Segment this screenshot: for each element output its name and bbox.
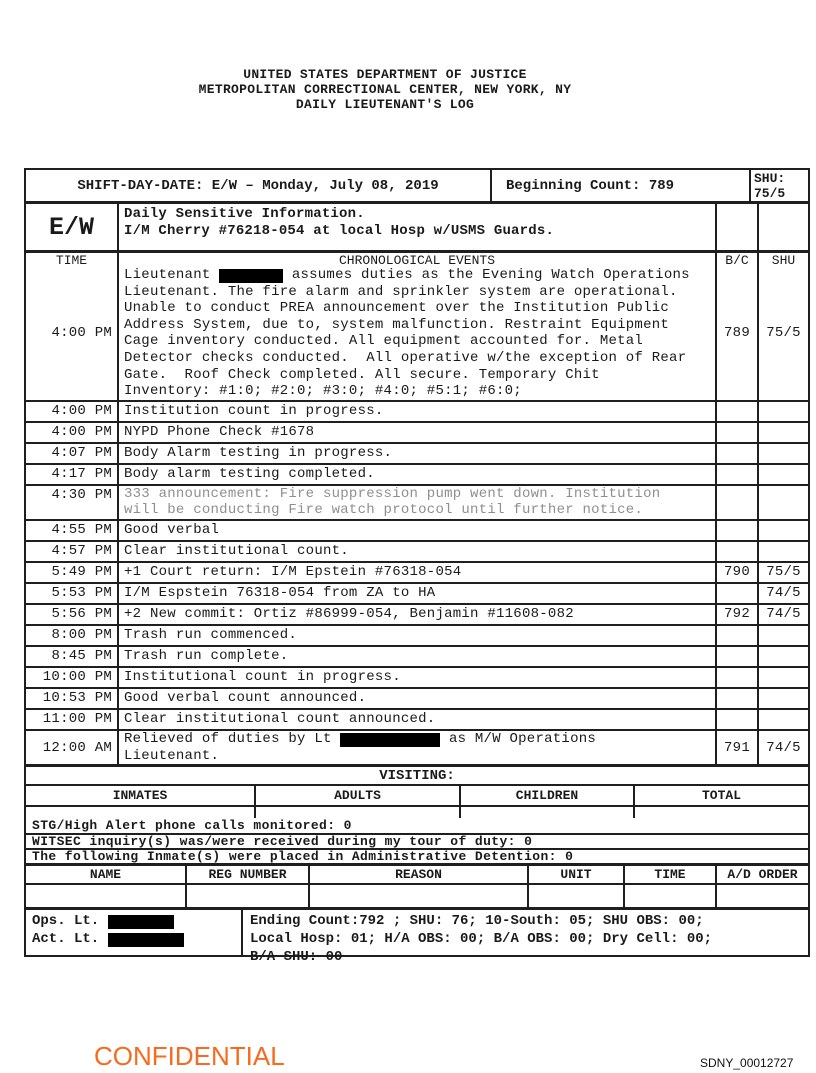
log-event-line: Clear institutional count. (124, 542, 349, 559)
log-bc-cell (715, 465, 757, 484)
log-event-line: Unable to conduct PREA announcement over the Institution Public (124, 300, 670, 317)
log-time-cell: 4:55 PM (51, 522, 112, 539)
log-bc-cell: 790 (715, 563, 757, 582)
log-bc-cell (715, 668, 757, 687)
detention-header-cell: A/D ORDER (715, 866, 808, 883)
log-event-line: Body Alarm testing in progress. (124, 444, 393, 461)
log-time-cell: 10:53 PM (42, 690, 112, 707)
log-events-cell (117, 423, 715, 442)
log-shu-cell: 74/5 (757, 605, 808, 624)
log-event-line: Clear institutional count announced. (124, 710, 436, 727)
alert-row (26, 818, 808, 833)
log-event-line: Institution count in progress. (124, 402, 384, 419)
log-event-line: Inventory: #1:0; #2:0; #3:0; #4:0; #5:1; #6:0; (124, 383, 522, 400)
confidential-stamp: CONFIDENTIAL (94, 1041, 285, 1071)
log-row (26, 729, 808, 764)
log-bc-cell (715, 542, 757, 561)
log-bc-cell: 792 (715, 605, 757, 624)
detention-header-cell: TIME (623, 866, 715, 883)
log-rows-container (26, 267, 808, 764)
sensitive-info-row (26, 201, 808, 250)
log-bc-cell (715, 710, 757, 729)
log-row (26, 561, 808, 582)
log-row (26, 400, 808, 421)
log-event-line: Lieutenant. The fire alarm and sprinkler system are operational. (124, 283, 678, 300)
log-time-cell: 4:00 PM (51, 424, 112, 441)
sensitive-info-line-1: Daily Sensitive Information. (124, 206, 365, 222)
doc-header-line-1: UNITED STATES DEPARTMENT OF JUSTICE (243, 67, 527, 82)
log-bc-cell (715, 423, 757, 442)
bates-number: SDNY_00012727 (700, 1056, 794, 1070)
log-event-line: NYPD Phone Check #1678 (124, 423, 315, 440)
log-event-line: I/M Espstein 76318-054 from ZA to HA (124, 584, 436, 601)
alert-row (26, 848, 808, 863)
log-bc-cell (715, 689, 757, 708)
log-time-cell: 4:00 PM (51, 325, 112, 342)
log-event-line: Address System, due to, system malfunction. Restraint Equipment (124, 316, 670, 333)
signature-row (26, 907, 808, 966)
log-event-line: Good verbal (124, 521, 220, 538)
bc-empty-cell (715, 204, 757, 250)
detention-empty-row (26, 883, 808, 907)
log-events-cell (117, 731, 715, 764)
log-time-cell: 5:53 PM (51, 585, 112, 602)
log-shu-cell: 75/5 (757, 563, 808, 582)
log-shu-cell (757, 423, 808, 442)
log-events-cell (117, 267, 715, 400)
detention-header-cell: REASON (308, 866, 527, 883)
log-row (26, 519, 808, 540)
ending-count-line: B/A SHU: 00 (250, 949, 343, 966)
log-time-cell: 8:00 PM (51, 627, 112, 644)
log-events-cell (117, 444, 715, 463)
log-shu-cell (757, 444, 808, 463)
sensitive-info-cell (117, 204, 715, 250)
log-bc-cell (715, 444, 757, 463)
detention-empty-cell (527, 885, 623, 907)
log-time-cell: 12:00 AM (42, 739, 112, 756)
log-events-cell (117, 542, 715, 561)
visiting-header-cell: TOTAL (633, 786, 808, 805)
log-time-cell: 4:17 PM (51, 466, 112, 483)
main-table (24, 168, 810, 966)
doc-header-line-3: DAILY LIEUTENANT'S LOG (295, 97, 475, 112)
log-shu-cell: 74/5 (757, 731, 808, 764)
signature-counts-cell (241, 910, 808, 966)
log-bc-cell (715, 626, 757, 645)
log-events-cell (117, 689, 715, 708)
log-event-line: Trash run complete. (124, 647, 289, 664)
log-time-cell: 4:07 PM (51, 445, 112, 462)
log-events-cell (117, 563, 715, 582)
log-shu-cell (757, 668, 808, 687)
alert-text: STG/High Alert phone calls monitored: 0 (32, 818, 352, 834)
log-event-line: +2 New commit: Ortiz #86999-054, Benjamin #11608-082 (124, 605, 574, 622)
log-shu-cell (757, 465, 808, 484)
log-events-cell (117, 465, 715, 484)
log-events-cell (117, 584, 715, 603)
redaction-box (108, 915, 174, 929)
visiting-header-cell: CHILDREN (459, 786, 633, 805)
alert-text: WITSEC inquiry(s) was/were received during my tour of duty: 0 (32, 834, 533, 850)
ending-count-line: Local Hosp: 01; H/A OBS: 00; B/A OBS: 00; Dry Cell: 00; (250, 931, 713, 948)
log-events-cell (117, 402, 715, 421)
log-event-line: Lieutenant. (124, 747, 220, 764)
alert-text: The following Inmate(s) were placed in Administrative Detention: 0 (32, 849, 574, 865)
detention-header-cell: UNIT (527, 866, 623, 883)
alert-row (26, 833, 808, 848)
log-time-cell: 5:49 PM (51, 564, 112, 581)
shift-day-date-cell: SHIFT-DAY-DATE: E/W – Monday, July 08, 2019 (77, 177, 439, 194)
log-event-line: will be conducting Fire watch protocol until further notice. (124, 502, 644, 519)
log-row (26, 267, 808, 400)
detention-empty-cell (623, 885, 715, 907)
log-shu-cell: 75/5 (757, 267, 808, 400)
shu-count-cell (749, 170, 808, 201)
detention-empty-cell (185, 885, 308, 907)
log-events-cell (117, 647, 715, 666)
log-row (26, 582, 808, 603)
log-time-cell: 8:45 PM (51, 648, 112, 665)
visiting-empty-cell (254, 807, 459, 818)
signature-name-line: Ops. Lt. (32, 912, 241, 930)
log-event-line: Trash run commenced. (124, 626, 298, 643)
detention-empty-cell (308, 885, 527, 907)
log-row (26, 442, 808, 463)
log-bc-cell (715, 486, 757, 519)
log-event-line: Lieutenant assumes duties as the Evening Watch Operations (124, 267, 690, 283)
log-shu-cell (757, 402, 808, 421)
shu-column-header: SHU (757, 253, 808, 267)
log-event-line: Good verbal count announced. (124, 689, 367, 706)
shu-value: 75/5 (754, 185, 786, 201)
log-bc-cell (715, 521, 757, 540)
doc-header-line-2: METROPOLITAN CORRECTIONAL CENTER, NEW YORK, NY (198, 82, 572, 97)
log-time-cell: 10:00 PM (42, 669, 112, 686)
detention-empty-cell (715, 885, 808, 907)
signature-names-cell (26, 910, 241, 955)
redaction-box (108, 933, 184, 947)
shu-label: SHU: (754, 170, 786, 186)
log-event-line: Detector checks conducted. All operative w/the exception of Rear (124, 349, 687, 366)
log-shu-cell (757, 486, 808, 519)
log-events-cell (117, 668, 715, 687)
beginning-count-cell: Beginning Count: 789 (490, 170, 749, 201)
log-shu-cell (757, 626, 808, 645)
bc-column-header: B/C (715, 253, 757, 267)
events-column-header: CHRONOLOGICAL EVENTS (117, 253, 715, 267)
visiting-empty-cell (26, 807, 254, 818)
visiting-title-row (26, 764, 808, 784)
log-row (26, 708, 808, 729)
alert-rows-container (26, 818, 808, 863)
redaction-box (340, 733, 440, 747)
log-shu-cell (757, 542, 808, 561)
log-event-line: Cage inventory conducted. All equipment accounted for. Metal (124, 333, 644, 350)
log-row (26, 540, 808, 561)
redaction-box (219, 269, 283, 283)
visiting-header-row (26, 784, 808, 805)
log-time-cell: 11:00 PM (42, 711, 112, 728)
log-event-line: +1 Court return: I/M Epstein #76318-054 (124, 563, 462, 580)
detention-empty-cell (26, 885, 185, 907)
time-column-header: TIME (55, 252, 88, 268)
log-row (26, 603, 808, 624)
log-event-line: Institutional count in progress. (124, 668, 401, 685)
log-events-cell (117, 710, 715, 729)
log-row (26, 687, 808, 708)
log-row (26, 421, 808, 442)
detention-header-cell: REG NUMBER (185, 866, 308, 883)
log-row (26, 463, 808, 484)
sensitive-info-line-2: I/M Cherry #76218-054 at local Hosp w/USMS Guards. (124, 222, 555, 239)
log-bc-cell (715, 647, 757, 666)
log-time-cell: 4:57 PM (51, 543, 112, 560)
log-shu-cell (757, 710, 808, 729)
visiting-header-cell: INMATES (112, 788, 168, 804)
visiting-header-cell: ADULTS (254, 786, 459, 805)
log-events-cell (117, 486, 715, 519)
log-shu-cell (757, 647, 808, 666)
log-time-cell: 4:00 PM (51, 403, 112, 420)
log-bc-cell (715, 402, 757, 421)
log-bc-cell: 791 (715, 731, 757, 764)
log-event-line: Body alarm testing completed. (124, 465, 375, 482)
visiting-title: VISITING: (379, 767, 455, 784)
visiting-empty-cell (633, 807, 808, 818)
visiting-empty-cell (459, 807, 633, 818)
shift-code-label: E/W (48, 212, 94, 242)
log-shu-cell (757, 521, 808, 540)
log-row (26, 484, 808, 519)
log-event-line: 333 announcement: Fire suppression pump went down. Institution (124, 485, 661, 502)
log-bc-cell (715, 584, 757, 603)
detention-header-row (26, 863, 808, 883)
log-event-line: Relieved of duties by Lt as M/W Operations (124, 730, 597, 747)
visiting-empty-row (26, 805, 808, 818)
log-events-cell (117, 626, 715, 645)
detention-header-cell: NAME (89, 867, 122, 883)
log-time-cell: 4:30 PM (51, 486, 112, 503)
log-shu-cell: 74/5 (757, 584, 808, 603)
shu-empty-cell (757, 204, 808, 250)
ending-count-line: Ending Count:792 ; SHU: 76; 10-South: 05; SHU OBS: 00; (250, 913, 704, 930)
log-event-line: Gate. Roof Check completed. All secure. Temporary Chit (124, 366, 600, 383)
log-shu-cell (757, 689, 808, 708)
doc-header (0, 67, 770, 112)
log-time-cell: 5:56 PM (51, 606, 112, 623)
log-row (26, 624, 808, 645)
log-row (26, 666, 808, 687)
log-events-cell (117, 521, 715, 540)
shift-row (26, 170, 808, 201)
log-bc-cell: 789 (715, 267, 757, 400)
log-row (26, 645, 808, 666)
log-events-cell (117, 605, 715, 624)
signature-name-line: Act. Lt. (32, 930, 241, 948)
log-header-row (26, 250, 808, 267)
